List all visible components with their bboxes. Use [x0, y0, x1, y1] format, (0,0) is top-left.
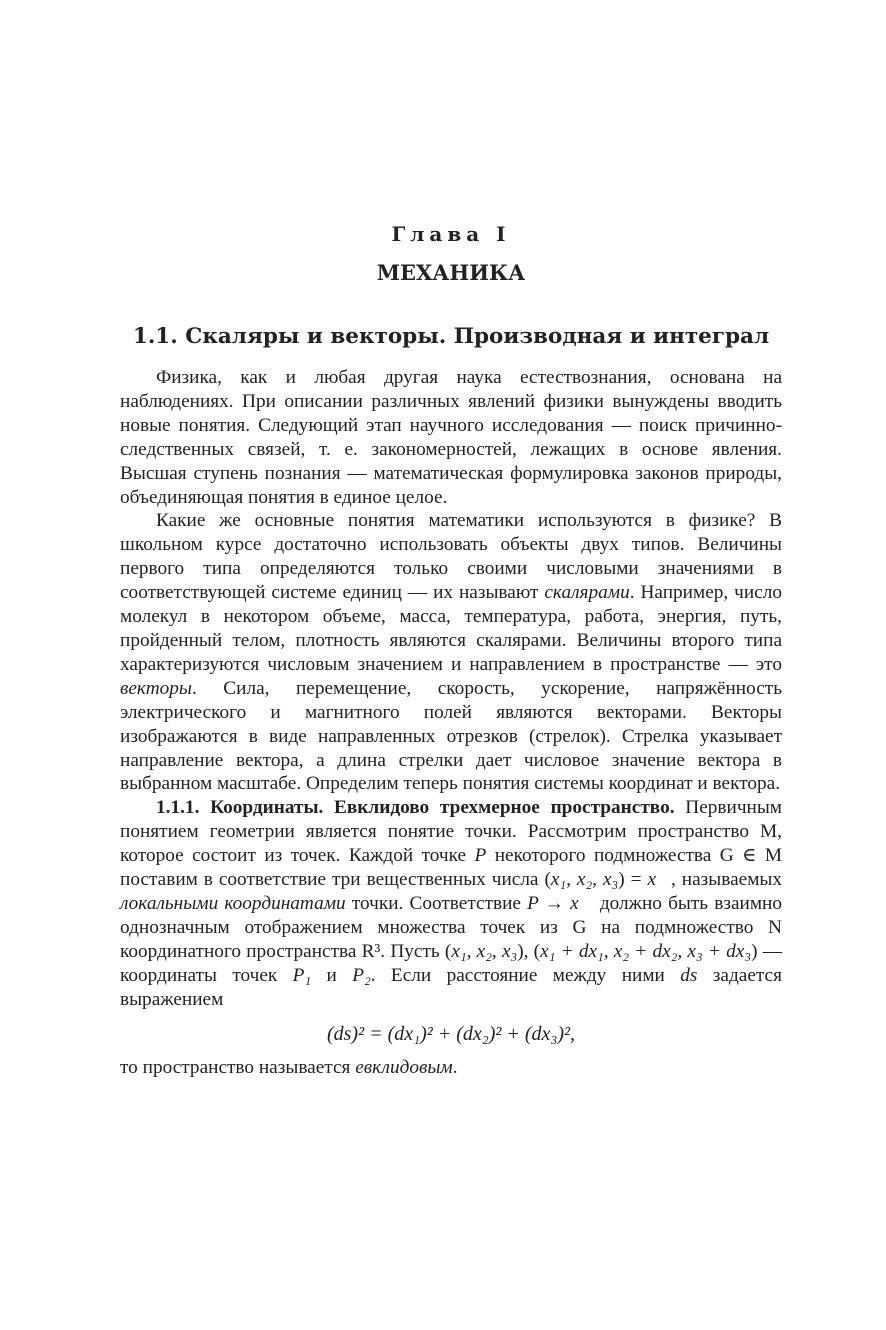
term-euclidean: евклидовым	[355, 1057, 453, 1079]
paragraph-2	[120, 509, 782, 796]
p3-text-g: ), (	[517, 940, 541, 962]
mapping: P → x⃗	[527, 892, 594, 914]
paragraph-4	[120, 1056, 782, 1080]
p3-text-b: некоторого подмножества G ∈ M поставим в соответствие три вещественных числа (	[120, 845, 782, 891]
vector-x: x⃗	[647, 869, 671, 891]
p4-text-b: .	[452, 1057, 458, 1079]
ds-symbol: ds	[680, 964, 698, 986]
chapter-label: Глава I	[391, 222, 511, 246]
chapter-title: МЕХАНИКА	[376, 260, 526, 285]
p2-text-b: . Например, число молекул в некотором объеме, масса, температура, работа, энергия, путь, пройденный телом, плотность являются скалярами. Величины второго типа характеризуются числовым значением и направлением в пространстве — это	[120, 582, 783, 675]
body-text	[120, 366, 782, 1080]
coords-2: x₁, x₂, x₃	[451, 940, 518, 962]
paragraph-1: Физика, как и любая другая наука естествознания, основана на наблюдениях. При описании различных явлений физики вынуждены вводить новые понятия. Следующий этап научного исследования — поиск причинно-следственных связей, т. е. закономерностей, лежащих в основе явления. Высшая ступень познания — математическая формулировка законов природы, объединяющая понятия в единое целое.	[120, 367, 782, 508]
p3-text-f: должно быть взаимно однозначным отображением множества точек из G на подмножество N координатного пространства R³. Пусть (	[120, 892, 782, 962]
p3-text-k: задается выражением	[120, 964, 782, 1010]
subsection-title: 1.1.1. Координаты. Евклидово трехмерное пространство.	[156, 797, 675, 819]
term-vectors: векторы	[120, 677, 192, 699]
p3-text-h: ) — координаты точек	[120, 940, 782, 986]
term-scalars: скалярами	[544, 582, 630, 604]
p4-text-a: то пространство называется	[120, 1057, 356, 1079]
term-local-coordinates: локальными координатами	[120, 892, 346, 914]
section-title: 1.1. Скаляры и векторы. Производная и интеграл	[132, 324, 770, 349]
p2-text-a: Какие же основные понятия математики используются в физике? В школьном курсе достаточно использовать объекты двух типов. Величины первого типа определяются только своими числовыми значениями в соответствующей системе единиц — их называют	[120, 510, 782, 604]
p3-text-i: и	[311, 964, 353, 986]
paragraph-3	[120, 796, 782, 1011]
p3-text-e: точки. Соответствие	[345, 892, 528, 914]
point-P1: P₁	[292, 964, 312, 986]
p3-text-a: Первичным понятием геометрии является понятие точки. Рассмотрим пространство M, которое состоит из точек. Каждой точке	[120, 797, 782, 867]
distance-formula: (ds)² = (dx₁)² + (dx₂)² + (dx₃)²,	[326, 1023, 576, 1046]
p3-text-j: . Если расстояние между ними	[370, 964, 681, 986]
coords-1: x₁, x₂, x₃	[550, 869, 619, 891]
coords-3: x₁ + dx₁, x₂ + dx₂, x₃ + dx₃	[540, 940, 752, 962]
p3-text-c: ) =	[618, 869, 648, 891]
p2-text-c: . Сила, перемещение, скорость, ускорение, напряжённость электрического и магнитного полей являются векторами. Векторы изображаются в виде направленных отрезков (стрелок). Стрелка указывает направление вектора, а длина стрелки дает числовое значение вектора в выбранном масштабе. Определим теперь понятия системы координат и вектора.	[120, 677, 782, 795]
point-P2: P₂	[352, 964, 371, 986]
p3-text-d: , называемых	[671, 869, 782, 891]
point-P: P	[474, 845, 487, 867]
